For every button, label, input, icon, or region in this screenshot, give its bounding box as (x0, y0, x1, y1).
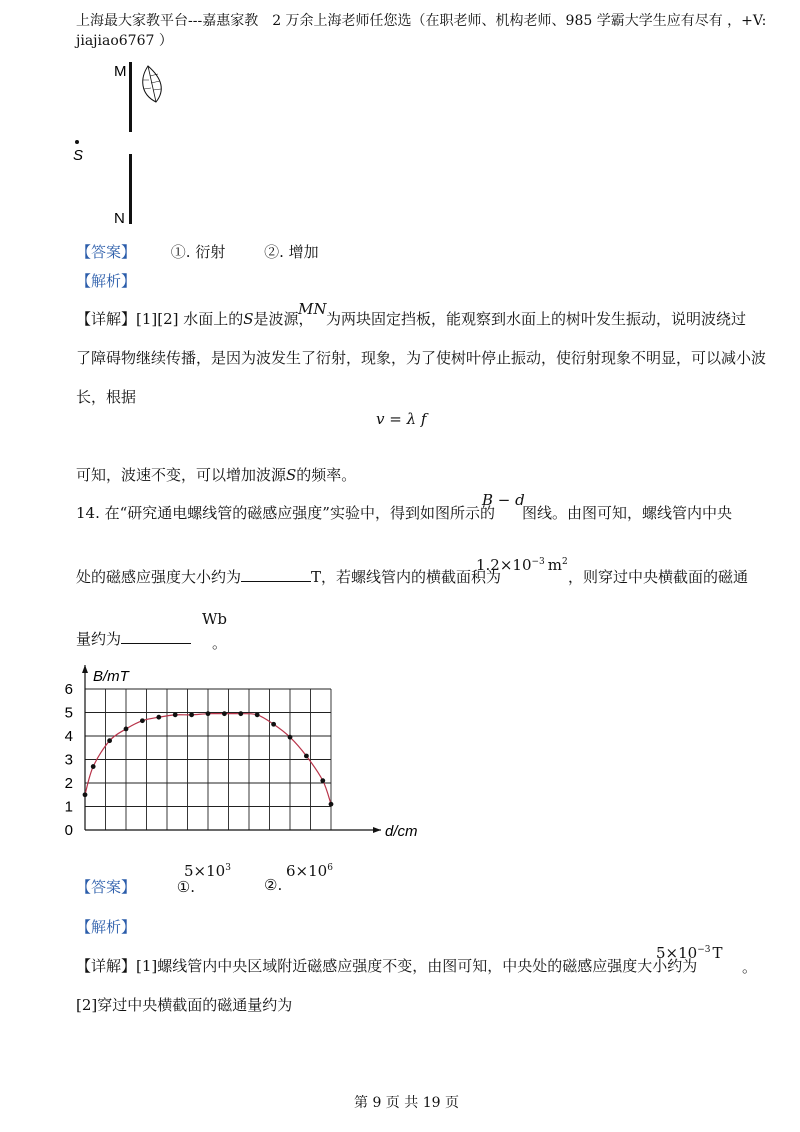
chart-data-point (83, 792, 88, 797)
chart-data-point (222, 711, 227, 716)
y-tick-label: 4 (64, 728, 73, 745)
blank-2 (121, 631, 191, 644)
detail-line-1-cont: 为两块固定挡板，能观察到水面上的树叶发生振动，说明波绕过 (326, 310, 747, 328)
q14-answer-1: $5\times 10^3$ (184, 862, 231, 880)
header-line-2: jiajiao6767 ） (76, 33, 173, 49)
chart-data-point (304, 754, 309, 759)
barrier-diagram (70, 58, 180, 233)
label-n: N (114, 210, 125, 227)
chart-data-point (255, 712, 260, 717)
q14-stem-line-1-cont: 图线。由图可知，螺线管内中央 (522, 504, 733, 522)
detail-line-3: 长，根据 (76, 388, 137, 406)
leaf-icon (143, 66, 162, 102)
chart-data-point (206, 711, 211, 716)
barrier-lower-plate (129, 154, 132, 224)
answer-item-2: ②. 增加 (264, 243, 319, 261)
analysis-tag-q14: 【解析】 (76, 918, 137, 936)
chart-data-point (91, 764, 96, 769)
y-tick-label: 1 (64, 798, 73, 816)
chart-axes (82, 665, 381, 833)
label-s: S (73, 147, 84, 164)
chart-data-point (173, 712, 178, 717)
chart-data-point (124, 727, 129, 732)
q14-answer-2-pre: ②. (264, 876, 283, 894)
chart-data-point (140, 718, 145, 723)
chart-data-point (288, 735, 293, 740)
q14-answer-2: $6\times 10^6$ (286, 862, 333, 880)
label-m: M (114, 63, 127, 80)
chart-grid (85, 689, 331, 830)
y-tick-label: 2 (64, 775, 73, 792)
y-tick-label: 5 (64, 704, 73, 722)
chart-data-point (107, 738, 112, 743)
y-tick-label: 6 (64, 681, 73, 698)
detail-line-2: 了障碍物继续传播，是因为波发生了衍射，现象，为了使树叶停止振动，使衍射现象不明显，可以减小波 (76, 349, 767, 367)
q14-detail-line-2: [2]穿过中央横截面的磁通量约为 (76, 996, 293, 1014)
answer-item-1: ①. 衍射 (170, 243, 226, 261)
y-tick-label: 0 (64, 822, 73, 839)
bd-chart (60, 660, 420, 845)
chart-data-point (329, 802, 334, 807)
answer-tag-q14: 【答案】 (76, 878, 137, 896)
q14-stem-end: 。 (212, 634, 228, 652)
bd-symbol: B − d (482, 491, 525, 509)
area-value: $1.2\times 10^{-3}$ $m^2$ (476, 556, 568, 574)
chart-y-ticks (65, 681, 73, 839)
x-axis-arrow (373, 827, 381, 833)
analysis-tag: 【解析】 (76, 272, 137, 290)
y-axis-arrow (82, 665, 88, 673)
q14-detail-line-1: 【详解】[1]螺线管内中央区域附近磁感应强度不变，由图可知，中央处的磁感应强度大小约为 (76, 957, 698, 975)
wb-unit: Wb (202, 610, 228, 628)
q14-stem-line-1: 14. 在“研究通电螺线管的磁感应强度”实验中，得到如图所示的 (76, 504, 495, 522)
chart-data-point (238, 711, 243, 716)
chart-xlabel: d/cm (385, 823, 418, 840)
q14-detail-value: $5\times 10^{-3}$ T (656, 944, 723, 962)
chart-data-point (271, 722, 276, 727)
header-line-1: 上海最大家教平台---嘉惠家教 2 万余上海老师任您选（在职老师、机构老师、985 学霸大学生应有尽有 ，+V: (76, 13, 767, 29)
barrier-upper-plate (129, 62, 132, 132)
formula: v = λ f (376, 410, 427, 428)
chart-ylabel: B/mT (93, 668, 129, 685)
q14-stem-line-2-cont: ，则穿过中央横截面的磁通 (568, 568, 749, 586)
page-number: 第 9 页 共 19 页 (354, 1095, 459, 1111)
chart-data-point (189, 712, 194, 717)
q14-stem-line-3: 量约为 (76, 628, 191, 649)
wave-source-dot (75, 140, 79, 144)
blank-1 (241, 569, 311, 582)
q14-answer-row: 【答案】 ①. (76, 878, 196, 896)
y-tick-label: 3 (64, 751, 73, 769)
chart-data-point (156, 715, 161, 720)
q14-detail-end: 。 (742, 958, 758, 976)
q14-stem-line-2: 处的磁感应强度大小约为 T，若螺线管内的横截面积为 (76, 568, 502, 586)
chart-data-point (320, 778, 325, 783)
answer-tag: 【答案】 (76, 243, 137, 261)
detail-line-4: 可知，波速不变，可以增加波源S的频率。 (76, 466, 357, 484)
mn-symbol: MN (298, 300, 327, 318)
detail-line-1: 【详解】[1][2] 水面上的S是波源， (76, 310, 314, 328)
